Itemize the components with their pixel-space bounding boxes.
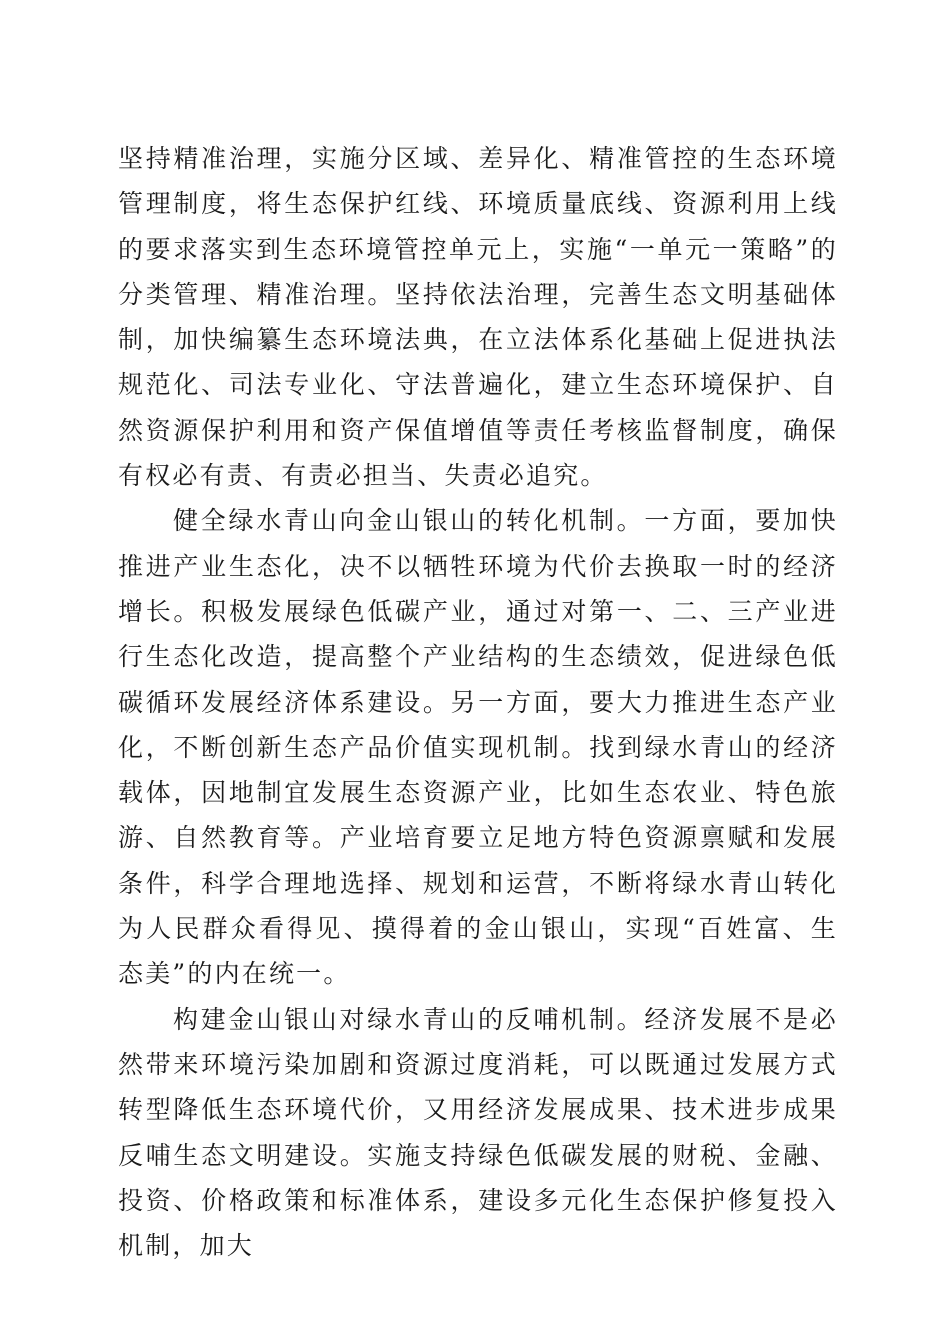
document-body <box>118 136 838 1268</box>
paragraph-feedback-mechanism: 构建金山银山对绿水青山的反哺机制。经济发展不是必然带来环境污染加剧和资源过度消耗，可以既通过发展方式转型降低生态环境代价，又用经济发展成果、技术进步成果反哺生态文明建设。实施支持绿色低碳发展的财税、金融、投资、价格政策和标准体系，建设多元化生态保护修复投入机制，加大 <box>118 1004 838 1261</box>
paragraph-eco-governance: 坚持精准治理，实施分区域、差异化、精准管控的生态环境管理制度，将生态保护红线、环境质量底线、资源利用上线的要求落实到生态环境管控单元上，实施“一单元一策略”的分类管理、精准治理。坚持依法治理，完善生态文明基础体制，加快编纂生态环境法典，在立法体系化基础上促进执法规范化、司法专业化、守法普遍化，建立生态环境保护、自然资源保护利用和资产保值增值等责任考核监督制度，确保有权必有责、有责必担当、失责必追究。 <box>118 144 838 491</box>
paragraph-conversion-mechanism: 健全绿水青山向金山银山的转化机制。一方面，要加快推进产业生态化，决不以牺牲环境为代价去换取一时的经济增长。积极发展绿色低碳产业，通过对第一、二、三产业进行生态化改造，提高整个产业结构的生态绩效，促进绿色低碳循环发展经济体系建设。另一方面，要大力推进生态产业化，不断创新生态产品价值实现机制。找到绿水青山的经济载体，因地制宜发展生态资源产业，比如生态农业、特色旅游、自然教育等。产业培育要立足地方特色资源禀赋和发展条件，科学合理地选择、规划和运营，不断将绿水青山转化为人民群众看得见、摸得着的金山银山，实现“百姓富、生态美”的内在统一。 <box>118 506 838 989</box>
